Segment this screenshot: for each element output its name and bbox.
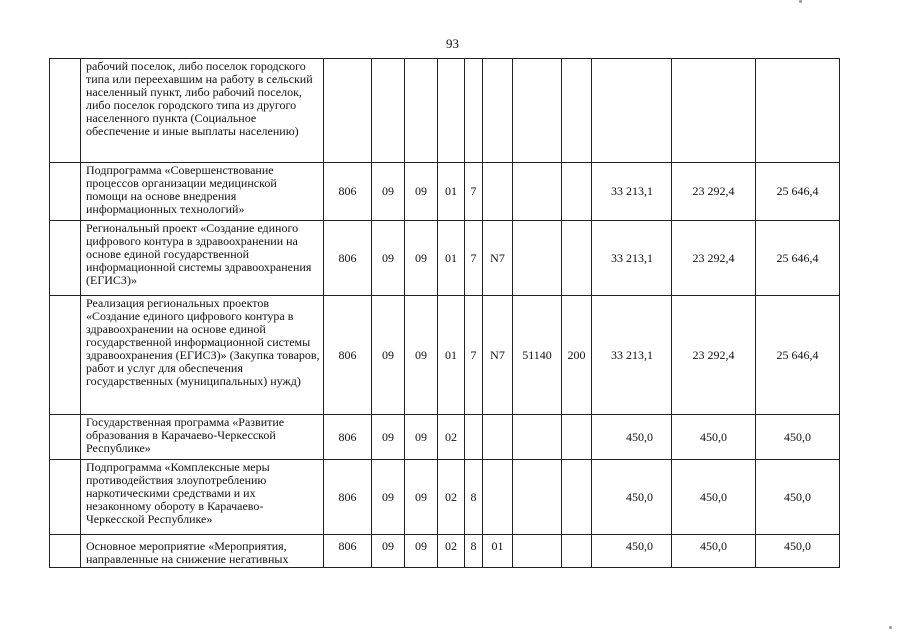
cell-measure: [483, 415, 513, 460]
cell-section: 09: [372, 221, 405, 296]
cell-direction: [513, 163, 562, 221]
row-index-cell: [50, 535, 81, 568]
row-name: Государственная программа «Развитие образования в Карачаево-Черкесской Республике»: [81, 415, 324, 460]
cell-section: 09: [372, 415, 405, 460]
cell-subsection: 09: [405, 296, 438, 415]
cell-subsection: 09: [405, 163, 438, 221]
cell-ministry: [324, 59, 372, 163]
cell-amount-1: 33 213,1: [592, 296, 672, 415]
row-name: Подпрограмма «Комплексные меры противодействия злоупотреблению наркотическими средствами и их незаконному обороту в Карачаево-Черкесской Республике»: [81, 460, 324, 535]
row-name: Подпрограмма «Совершенствование процессов организации медицинской помощи на основе внедрения информационных технологий»: [81, 163, 324, 221]
cell-amount-2: 450,0: [672, 415, 756, 460]
cell-section: 09: [372, 163, 405, 221]
cell-direction: [513, 460, 562, 535]
cell-ministry: 806: [324, 460, 372, 535]
cell-expense-type: [562, 415, 592, 460]
cell-amount-2: 450,0: [672, 535, 756, 568]
table-row: [50, 296, 840, 415]
cell-measure: [483, 460, 513, 535]
row-index-cell: [50, 460, 81, 535]
cell-amount-3: [756, 59, 840, 163]
cell-expense-type: [562, 221, 592, 296]
cell-measure: N7: [483, 221, 513, 296]
cell-subprogram: 7: [465, 163, 483, 221]
cell-program: 01: [438, 163, 465, 221]
cell-expense-type: [562, 460, 592, 535]
cell-amount-1: 450,0: [592, 460, 672, 535]
table-row: [50, 535, 840, 568]
cell-amount-1: 450,0: [592, 535, 672, 568]
table-row: [50, 460, 840, 535]
cell-section: 09: [372, 296, 405, 415]
cell-amount-1: 33 213,1: [592, 221, 672, 296]
cell-program: 01: [438, 221, 465, 296]
cell-subprogram: 7: [465, 296, 483, 415]
cell-expense-type: [562, 535, 592, 568]
cell-amount-3: 25 646,4: [756, 221, 840, 296]
table-row: [50, 415, 840, 460]
row-index-cell: [50, 296, 81, 415]
row-index-cell: [50, 221, 81, 296]
cell-direction: 51140: [513, 296, 562, 415]
cell-expense-type: [562, 59, 592, 163]
cell-subsection: 09: [405, 221, 438, 296]
cell-expense-type: [562, 163, 592, 221]
row-index-cell: [50, 163, 81, 221]
cell-expense-type: 200: [562, 296, 592, 415]
cell-measure: [483, 59, 513, 163]
cell-amount-2: 23 292,4: [672, 296, 756, 415]
cell-amount-3: 450,0: [756, 460, 840, 535]
cell-program: [438, 59, 465, 163]
row-name: рабочий поселок, либо поселок городского типа или переехавшим на работу в сельский населенный пункт, либо рабочий поселок, либо поселок городского типа из другого населенного пункта (Социальное обеспечение и иные выплаты населению): [81, 59, 324, 163]
cell-subprogram: 8: [465, 460, 483, 535]
row-name: Основное мероприятие «Мероприятия, направленные на снижение негативных: [81, 535, 324, 568]
cell-section: 09: [372, 460, 405, 535]
cell-measure: N7: [483, 296, 513, 415]
cell-amount-3: 450,0: [756, 535, 840, 568]
cell-amount-2: 450,0: [672, 460, 756, 535]
cell-amount-1: 33 213,1: [592, 163, 672, 221]
cell-measure: 01: [483, 535, 513, 568]
page-number: 93: [446, 36, 459, 51]
row-name: Региональный проект «Создание единого цифрового контура в здравоохранении на основе единой государственной информационной системы здравоохранения (ЕГИСЗ)»: [81, 221, 324, 296]
cell-amount-3: 25 646,4: [756, 163, 840, 221]
row-index-cell: [50, 415, 81, 460]
table-row: [50, 59, 840, 163]
cell-amount-3: 25 646,4: [756, 296, 840, 415]
cell-program: 02: [438, 415, 465, 460]
budget-table: [49, 58, 840, 568]
table-row: [50, 163, 840, 221]
cell-subprogram: [465, 59, 483, 163]
row-name: Реализация региональных проектов «Создание единого цифрового контура в здравоохранении на основе единой государственной информационной системы здравоохранения (ЕГИСЗ)» (Закупка товаров, работ и услуг для обеспечения государственных (муниципальных) нужд): [81, 296, 324, 415]
cell-subsection: [405, 59, 438, 163]
cell-ministry: 806: [324, 296, 372, 415]
scan-speck: [799, 0, 802, 3]
cell-subprogram: 7: [465, 221, 483, 296]
cell-program: 02: [438, 460, 465, 535]
cell-subprogram: [465, 415, 483, 460]
row-index-cell: [50, 59, 81, 163]
cell-section: 09: [372, 535, 405, 568]
cell-ministry: 806: [324, 163, 372, 221]
scan-speck: [889, 626, 892, 629]
cell-section: [372, 59, 405, 163]
cell-subsection: 09: [405, 415, 438, 460]
cell-program: 01: [438, 296, 465, 415]
cell-subprogram: 8: [465, 535, 483, 568]
cell-direction: [513, 415, 562, 460]
cell-direction: [513, 59, 562, 163]
cell-direction: [513, 535, 562, 568]
cell-amount-1: [592, 59, 672, 163]
cell-ministry: 806: [324, 221, 372, 296]
cell-subsection: 09: [405, 535, 438, 568]
cell-amount-2: 23 292,4: [672, 221, 756, 296]
cell-subsection: 09: [405, 460, 438, 535]
cell-amount-1: 450,0: [592, 415, 672, 460]
cell-measure: [483, 163, 513, 221]
table-row: [50, 221, 840, 296]
cell-amount-2: [672, 59, 756, 163]
cell-direction: [513, 221, 562, 296]
cell-ministry: 806: [324, 415, 372, 460]
cell-amount-3: 450,0: [756, 415, 840, 460]
cell-program: 02: [438, 535, 465, 568]
cell-ministry: 806: [324, 535, 372, 568]
cell-amount-2: 23 292,4: [672, 163, 756, 221]
